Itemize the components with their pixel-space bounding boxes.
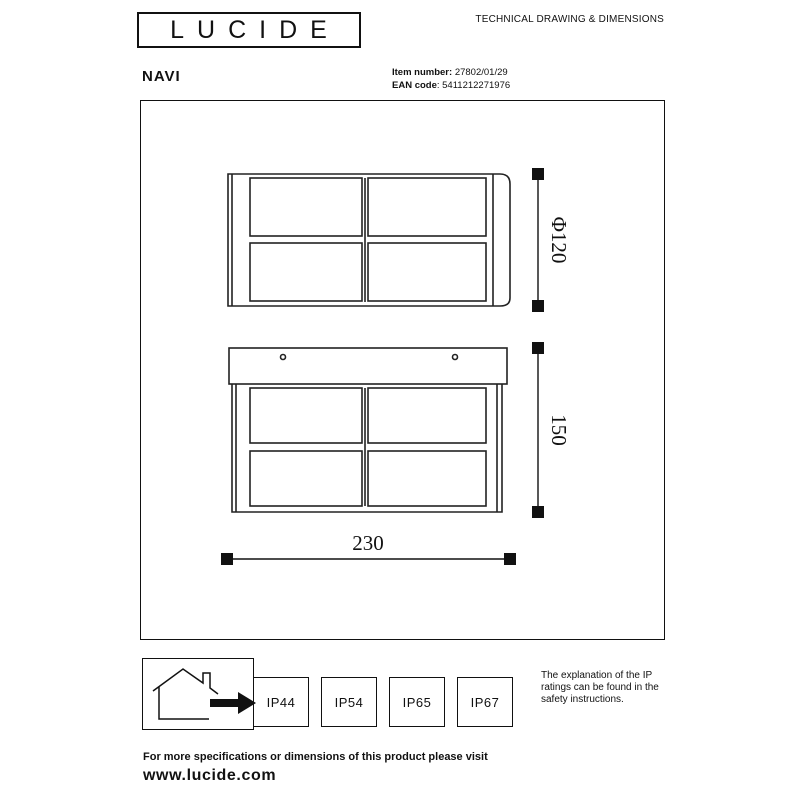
side-view: [229, 348, 507, 512]
height-label: 150: [547, 414, 571, 446]
website-link[interactable]: www.lucide.com: [143, 767, 277, 784]
width-label: 230: [352, 531, 384, 555]
ip-label: IP54: [334, 694, 364, 710]
ip-label: IP44: [266, 694, 296, 710]
ean-label: EAN code: [392, 80, 437, 91]
product-name: NAVI: [142, 68, 181, 85]
ip-rating-ip54: [321, 677, 377, 727]
ip-rating-ip44: [253, 677, 309, 727]
document-type: TECHNICAL DRAWING & DIMENSIONS: [475, 14, 664, 25]
ean-value: : 5411212271976: [436, 80, 511, 91]
logo-text: LUCIDE: [170, 15, 340, 44]
item-number-value: 27802/01/29: [452, 67, 508, 78]
ip-rating-ip67: [457, 677, 513, 727]
ip-rating-ip65: [389, 677, 445, 727]
diameter-label: Φ120: [547, 216, 571, 264]
item-number-label: Item number:: [392, 67, 453, 78]
ip-label: IP65: [402, 694, 432, 710]
ip-rating-note: The explanation of the IP ratings can be found in the safety instructions.: [541, 670, 659, 705]
top-view: [228, 174, 510, 306]
ip-label: IP67: [470, 694, 500, 710]
footer-text: For more specifications or dimensions of this product please visit: [143, 751, 488, 763]
